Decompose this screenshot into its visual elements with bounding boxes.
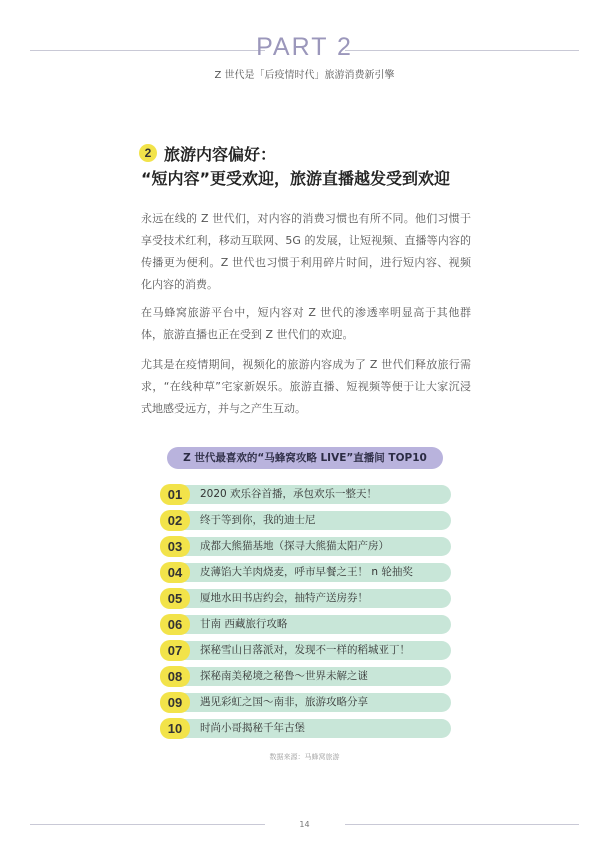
ranking-text: 成都大熊猫基地（探寻大熊猫太阳产房） [200, 540, 389, 552]
section-title-line1: 旅游内容偏好： [164, 145, 277, 164]
ranking-item [160, 640, 454, 660]
data-source-note: 数据来源：马蜂窝旅游 [269, 753, 340, 761]
ranking-text: 厦地水田书店约会，抽特产送房券！ [200, 592, 368, 604]
ranking-text: 皮薄馅大羊肉烧麦，呼市早餐之王！ n 轮抽奖 [200, 566, 413, 578]
ranking-number: 03 [160, 536, 190, 557]
paragraph-3: 尤其是在疫情期间，视频化的旅游内容成为了 Z 世代们释放旅行需求，“在线种草”宅家新娱乐。旅游直播、短视频等便于让大家沉浸式地感受远方，并与之产生互动。 [141, 358, 471, 415]
section-number-badge: 2 [139, 144, 157, 162]
ranking-number: 07 [160, 640, 190, 661]
ranking-item [160, 666, 454, 686]
ranking-text: 遇见彩虹之国～南非，旅游攻略分享 [200, 696, 368, 708]
ranking-item [160, 484, 454, 504]
ranking-number: 04 [160, 562, 190, 583]
section-title-line2: “短内容”更受欢迎，旅游直播越发受到欢迎 [141, 169, 451, 188]
ranking-text: 2020 欢乐谷首播，承包欢乐一整天！ [200, 488, 378, 500]
paragraph-1: 永远在线的 Z 世代们，对内容的消费习惯也有所不同。他们习惯于享受技术红利，移动互联网、5G 的发展，让短视频、直播等内容的传播更为便利。Z 世代也习惯于利用碎片时间，进行短内容、视频化内容的消费。 [141, 212, 471, 291]
part-title: PART 2 [256, 33, 353, 61]
ranking-text: 探秘南美秘境之秘鲁～世界未解之谜 [200, 670, 368, 682]
ranking-number: 06 [160, 614, 190, 635]
ranking-item [160, 692, 454, 712]
ranking-item [160, 614, 454, 634]
part-subtitle: Z 世代是「后疫情时代」旅游消费新引擎 [214, 70, 395, 81]
ranking-list [160, 484, 454, 744]
ranking-item [160, 562, 454, 582]
ranking-number: 09 [160, 692, 190, 713]
ranking-text: 终于等到你，我的迪士尼 [200, 514, 316, 526]
ranking-title: Z 世代最喜欢的“马蜂窝攻略 LIVE”直播间 TOP10 [167, 447, 443, 469]
ranking-number: 01 [160, 484, 190, 505]
ranking-number: 10 [160, 718, 190, 739]
ranking-text: 甘南 西藏旅行攻略 [200, 618, 288, 630]
ranking-number: 02 [160, 510, 190, 531]
ranking-number: 08 [160, 666, 190, 687]
ranking-text: 探秘雪山日落派对，发现不一样的稻城亚丁！ [200, 644, 410, 656]
ranking-item [160, 718, 454, 738]
ranking-item [160, 588, 454, 608]
page-number: 14 [299, 820, 310, 829]
ranking-item [160, 510, 454, 530]
ranking-text: 时尚小哥揭秘千年古堡 [200, 722, 305, 734]
ranking-number: 05 [160, 588, 190, 609]
ranking-item [160, 536, 454, 556]
paragraph-2: 在马蜂窝旅游平台中，短内容对 Z 世代的渗透率明显高于其他群体，旅游直播也正在受到 Z 世代们的欢迎。 [141, 306, 471, 341]
